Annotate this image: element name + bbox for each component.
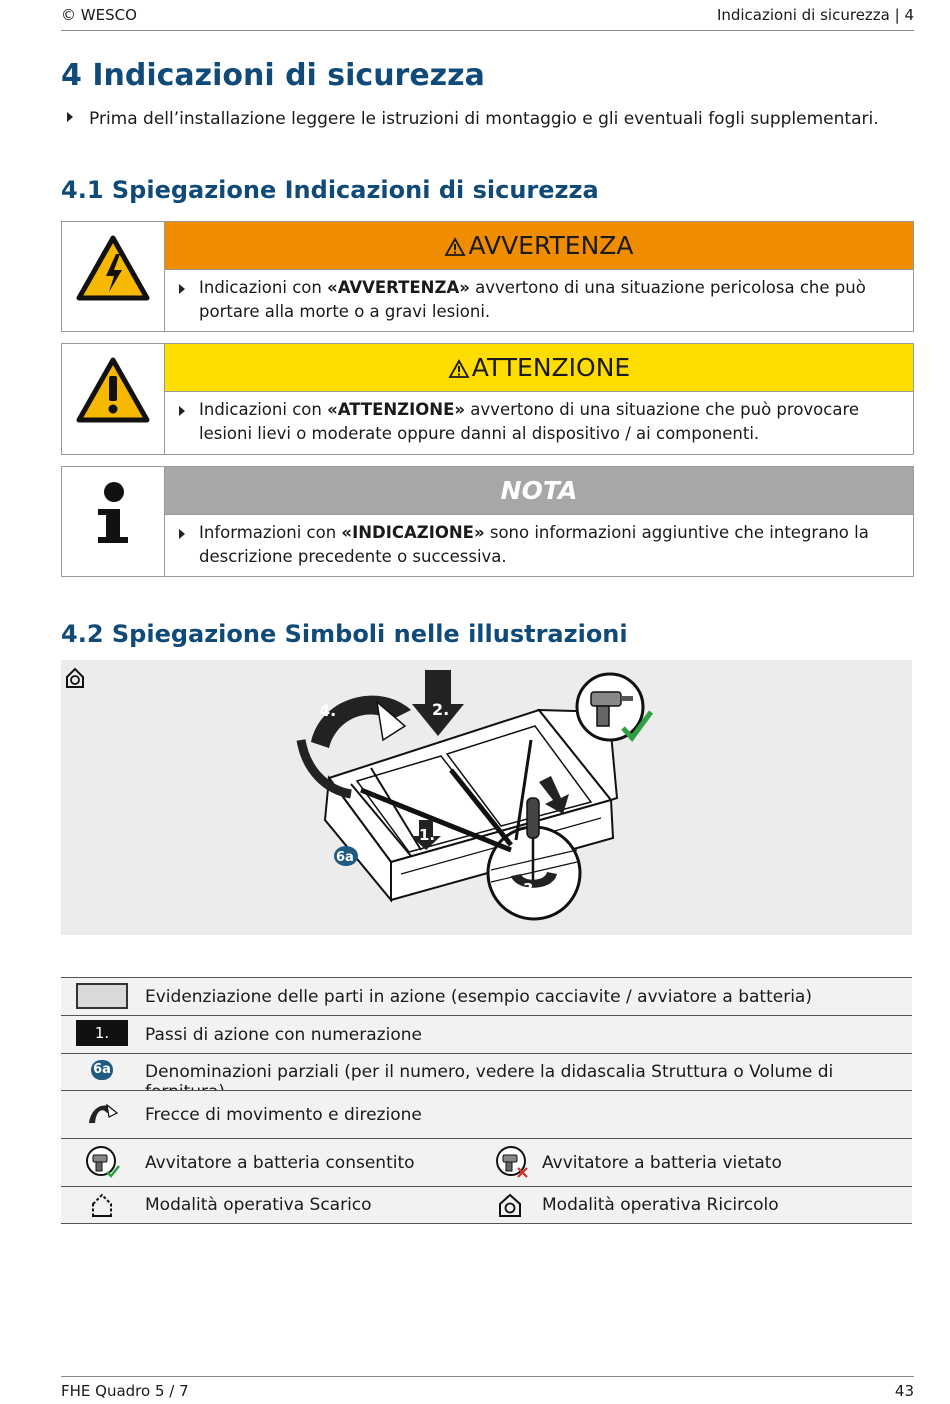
drill-forbidden-icon xyxy=(495,1145,531,1181)
bullet-arrow-icon xyxy=(179,406,185,416)
warning-band xyxy=(165,222,913,270)
chapter-bullet xyxy=(67,109,879,129)
warning-text xyxy=(179,276,891,324)
warning-text-prefix: Indicazioni con xyxy=(199,278,328,297)
legend-row-highlight xyxy=(61,977,912,1015)
note-box xyxy=(61,466,914,577)
drill-allowed-icon xyxy=(85,1145,121,1181)
legend-text-drill-forbidden: Avvitatore a batteria vietato xyxy=(542,1153,782,1173)
chapter-bullet-text: Prima dell’installazione leggere le istruzioni di montaggio e gli eventuali fogli supplementari. xyxy=(89,109,879,129)
legend-text-arrows: Frecce di movimento e direzione xyxy=(145,1105,422,1125)
legend-text-exhaust: Modalità operativa Scarico xyxy=(145,1195,372,1215)
illustration-panel xyxy=(61,660,912,935)
highlight-swatch-icon xyxy=(76,983,128,1009)
note-keyword: «INDICAZIONE» xyxy=(341,523,485,542)
page-number: 43 xyxy=(894,1382,914,1400)
bullet-arrow-icon xyxy=(67,112,73,122)
legend-text-drill-allowed: Avvitatore a batteria consentito xyxy=(145,1153,415,1173)
exhaust-mode-icon xyxy=(89,1192,115,1218)
note-label: NOTA xyxy=(500,476,578,505)
part-6a-label: 6a xyxy=(336,850,354,865)
caution-keyword: «ATTENZIONE» xyxy=(327,400,466,419)
note-icon-cell xyxy=(62,467,165,576)
legend-row-parts xyxy=(61,1053,912,1090)
section-title-safety: 4.1 Spiegazione Indicazioni di sicurezza xyxy=(61,176,599,204)
info-icon xyxy=(76,479,150,549)
header-copyright: © WESCO xyxy=(61,6,137,24)
step-3-label: 3. xyxy=(523,880,540,898)
legend-row-steps xyxy=(61,1015,912,1053)
legend-text-highlight: Evidenziazione delle parti in azione (esempio cacciavite / avviatore a batteria) xyxy=(145,987,812,1007)
warning-text-suffix: avvertono di una situazione pericolosa che può portare alla morte o a gravi lesioni. xyxy=(199,278,866,321)
assembly-illustration xyxy=(61,660,912,935)
step-2-label: 2. xyxy=(432,700,450,719)
note-text-prefix: Informazioni con xyxy=(199,523,342,542)
recirculation-mode-icon xyxy=(497,1192,523,1218)
caution-text xyxy=(179,398,891,446)
high-voltage-icon xyxy=(76,234,150,302)
note-band xyxy=(165,467,913,515)
bullet-arrow-icon xyxy=(179,284,185,294)
header-section: Indicazioni di sicurezza | 4 xyxy=(716,6,914,24)
warning-keyword: «AVVERTENZA» xyxy=(327,278,470,297)
legend-text-parts: Denominazioni parziali (per il numero, vedere la didascalia Struttura o Volume di xyxy=(145,1062,834,1082)
warning-icon-cell xyxy=(62,222,165,331)
legend-row-arrows xyxy=(61,1090,912,1138)
legend-text-steps: Passi di azione con numerazione xyxy=(145,1025,422,1045)
caution-text-suffix: avvertono di una situazione che può provocare lesioni lievi o moderate oppure danni al dispositivo / ai componenti. xyxy=(199,400,860,443)
note-text xyxy=(179,521,891,569)
note-text-suffix: sono informazioni aggiuntive che integrano la descrizione precedente o successiva. xyxy=(199,523,869,566)
warning-triangle-icon xyxy=(448,359,470,379)
symbol-legend xyxy=(61,977,912,1224)
section-title-symbols: 4.2 Spiegazione Simboli nelle illustrazioni xyxy=(61,620,628,648)
part-label-badge: 6a xyxy=(91,1060,113,1080)
step-number-badge: 1. xyxy=(76,1020,128,1046)
caution-band xyxy=(165,344,913,392)
warning-label: AVVERTENZA xyxy=(468,231,634,260)
drill-allowed-icon xyxy=(577,674,651,740)
recirculation-mode-icon xyxy=(67,669,83,687)
footer-product: FHE Quadro 5 / 7 xyxy=(61,1382,189,1400)
caution-icon-cell xyxy=(62,344,165,454)
legend-row-drill xyxy=(61,1138,912,1186)
page-footer xyxy=(61,1376,914,1404)
movement-arrow-icon xyxy=(87,1099,119,1125)
legend-row-modes xyxy=(61,1186,912,1224)
caution-text-prefix: Indicazioni con xyxy=(199,400,328,419)
caution-box xyxy=(61,343,914,455)
warning-box xyxy=(61,221,914,332)
caution-label: ATTENZIONE xyxy=(471,353,631,382)
step-1-label: 1. xyxy=(419,826,436,844)
exclamation-warning-icon xyxy=(76,356,150,424)
step-4-label: 4. xyxy=(319,701,337,720)
page-header xyxy=(61,0,914,31)
bullet-arrow-icon xyxy=(179,529,185,539)
legend-text-recirculation: Modalità operativa Ricircolo xyxy=(542,1195,779,1215)
warning-triangle-icon xyxy=(444,237,466,257)
chapter-title: 4 Indicazioni di sicurezza xyxy=(61,58,485,93)
